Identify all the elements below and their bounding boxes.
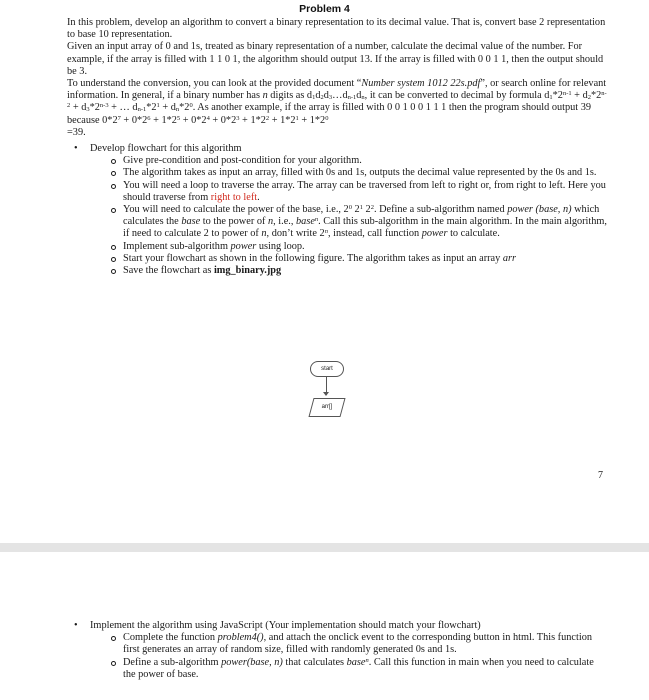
subtask-input-output: The algorithm takes as input an array, filled with 0s and 1s, outputs the decimal value represented by the 0s and 1s. — [90, 167, 607, 179]
intro-paragraph-2: Given an input array of 0 and 1s, treated as binary representation of a number, calculate the decimal value of the number. For example, if the array is filled with 1 1 0 1, the algorithm should output 13. If the array is filled with 0 0 1 1, then the output should be 3. — [67, 41, 604, 77]
bullet-implement-js: • Implement the algorithm using JavaScript (Your implementation should match your flowchart) Complete the function problem4(), and attach the onclick event to the corresponding button in html. This function first generates an array of random size, filled with randomly generated 0s and 1s. Define a sub-algorithm power(base, n) that calculates base$^n$. Call this function in main when you need to calculate the power of base. — [67, 620, 607, 681]
problem-body — [67, 17, 607, 277]
flowchart-input-label: arr[] — [321, 404, 333, 410]
problem-title: Problem 4 — [299, 3, 350, 15]
subtask-save: Save the flowchart as img_binary.jpg — [90, 265, 607, 277]
subtask-loop: You will need a loop to traverse the array. The array can be traversed from left to right or, from right to left. Here you should traverse from right to left. — [90, 180, 607, 204]
task-list — [67, 143, 607, 277]
subtask-conditions: Give pre-condition and post-condition for your algorithm. — [90, 155, 607, 167]
bullet-develop-flowchart: • Develop flowchart for this algorithm Give pre-condition and post-condition for your algorithm. The algorithm takes as input an array, filled with 0s and 1s, outputs the decimal value represented by the 0s and 1s. You will need a loop to traverse the array. The array can be traversed from left to right or, from right to left. Here you should traverse from right to left. You will need to calculate the power of the base, i.e., $2^0$ $2^1$ $2^2$. Define a sub-algorithm named power (base, n) which calculates the base to the power of n, i.e., base$^n$. Call this sub-algorithm in the main algorithm. In the main algorithm, if need to calculate 2 to power of n, don’t write 2$^n$, instead, call function power to calculate. Implement sub-algorithm power using loop. Start your flowchart as shown in the following figure. The algorithm takes as input an array arr Save the flowchart as img_binary.jpg — [67, 143, 607, 277]
page-number: 7 — [598, 470, 603, 481]
page2-body — [67, 620, 607, 681]
subtask-power: You will need to calculate the power of the base, i.e., $2^0$ $2^1$ $2^2$. Define a sub-algorithm named power (base, n) which calculates the base to the power of n, i.e., base$^n$. Call this sub-algorithm in the main algorithm. In the main algorithm, if need to calculate 2 to power of n, don’t write 2$^n$, instead, call function power to calculate. — [90, 204, 607, 241]
intro-paragraph-3: To understand the conversion, you can look at the provided document “Number system 1012 22s.pdf”, or search online for relevant information. In general, if a binary number has n digits as $d_1d_2d_3\dots d_{n-1}d_n$, it can be converted to decimal by formula $d_1*2^{n-1} + d_2*2^{n-2} + d_3*2^{n-3}$ + … $d_{n-1}*2^1 + d_n*2^0$. As another example, if the array is filled with 0 0 1 0 0 1 1 1 then the program should output 39 because $0*2^7 + 0*2^6 + 1*2^5 + 0*2^4 + 0*2^3 + 1*2^2 + 1*2^1 + 1*2^0$ =39. — [67, 78, 607, 138]
implementation-subtasks — [90, 632, 607, 681]
highlight-right-to-left: right to left — [210, 191, 258, 203]
flowchart-start-terminal: start — [310, 361, 344, 377]
subtask-problem4: Complete the function problem4(), and attach the onclick event to the corresponding button in html. This function first generates an array of random size, filled with randomly generated 0s and 1s. — [90, 632, 607, 656]
intro-paragraph-1: In this problem, develop an algorithm to convert a binary representation to its decimal value. That is, convert base 2 representation to base 10 representation. — [67, 17, 606, 41]
document-page-2 — [0, 552, 649, 700]
subtask-start-flowchart: Start your flowchart as shown in the following figure. The algorithm takes as input an array arr — [90, 253, 607, 265]
flowchart-subtasks — [90, 155, 607, 277]
flowchart-arrowhead — [323, 392, 329, 396]
subtask-implement-power: Implement sub-algorithm power using loop. — [90, 241, 607, 253]
subtask-define-power: Define a sub-algorithm power(base, n) that calculates base$^n$. Call this function in main when you need to calculate the power of base. — [90, 657, 607, 681]
page-separator — [0, 543, 649, 552]
implementation-list — [67, 620, 607, 681]
